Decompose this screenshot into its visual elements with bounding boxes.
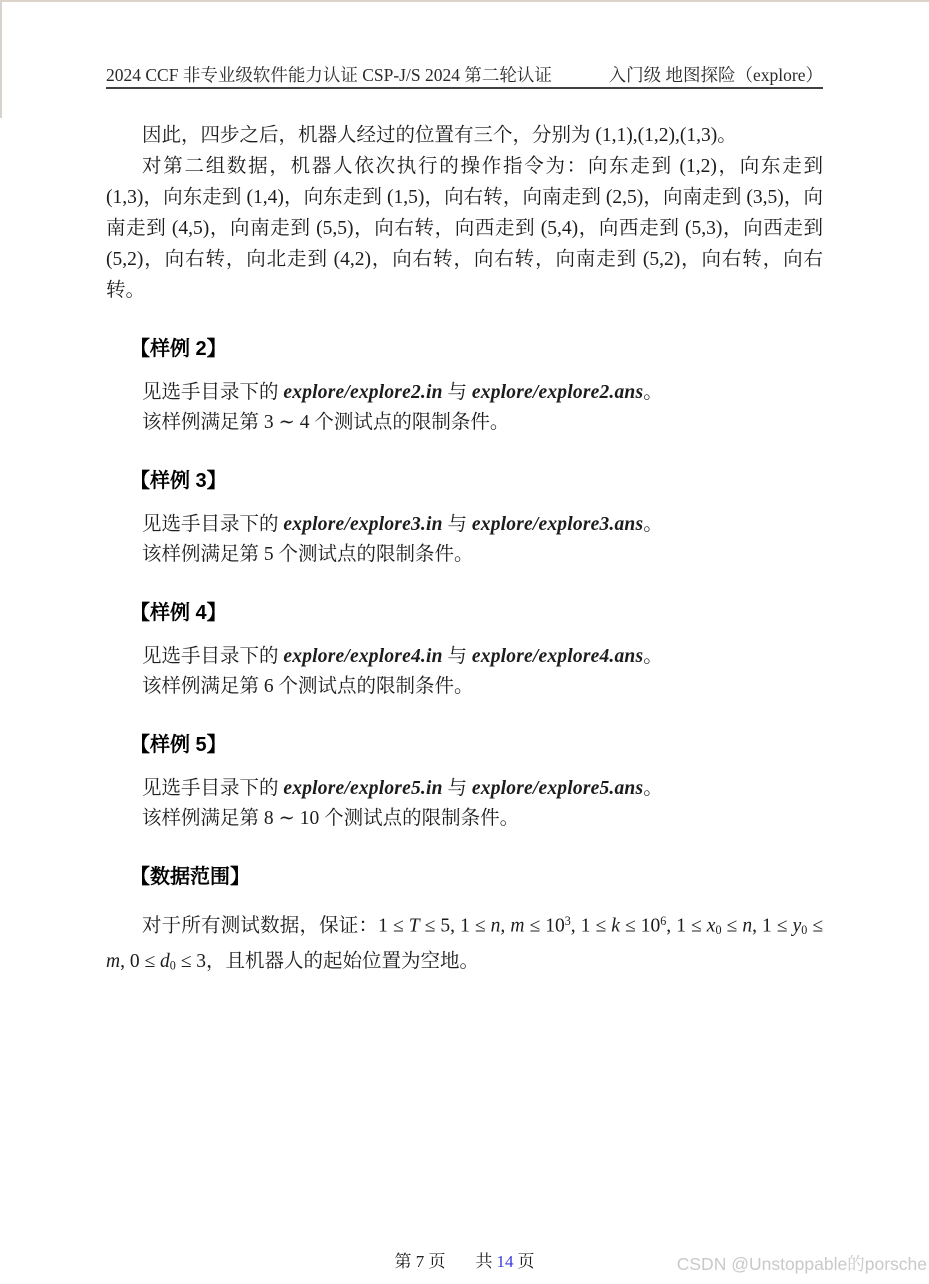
data-range-paragraph: [106, 906, 823, 981]
math-text: ≤: [721, 915, 743, 937]
section-sample-4: [106, 600, 823, 702]
math-text: , 0 ≤: [120, 951, 161, 973]
paragraph-positions-summary: 因此，四步之后，机器人经过的位置有三个，分别为 (1,1),(1,2),(1,3)。: [142, 125, 737, 146]
sample-2-conjunction: 与: [442, 382, 472, 403]
sample-4-heading: 【样例 4】: [130, 602, 227, 624]
sample-2-input-filename: explore/explore2.in: [283, 382, 443, 403]
sample-5-line-suffix: 。: [643, 778, 663, 799]
sample-2-line-suffix: 。: [643, 382, 663, 403]
sample-4-conjunction: 与: [442, 646, 472, 667]
sample-3-files-line: [106, 510, 823, 540]
math-exponent: 3: [564, 914, 571, 928]
sample-5-files-line: [106, 774, 823, 804]
sample-4-answer-filename: explore/explore4.ans: [471, 646, 644, 667]
math-var-n: n: [742, 915, 753, 937]
sample-3-input-filename: explore/explore3.in: [283, 514, 443, 535]
sample-5-answer-filename: explore/explore5.ans: [471, 778, 644, 799]
sample-5-line-prefix: 见选手目录下的: [142, 778, 284, 799]
math-subscript: 0: [801, 923, 808, 938]
header-rule: [106, 87, 823, 89]
math-text: ≤: [807, 915, 824, 937]
page-edge-left: [0, 0, 2, 118]
data-range-prefix: 对于所有测试数据，保证：: [142, 915, 379, 937]
sample-4-files-line: [106, 642, 823, 672]
math-var-d: d: [160, 951, 170, 973]
sample-3-conjunction: 与: [442, 514, 472, 535]
sample-4-note: 该样例满足第 6 个测试点的限制条件。: [142, 676, 474, 697]
section-sample-5: [106, 732, 823, 834]
sample-3-line-prefix: 见选手目录下的: [142, 514, 284, 535]
math-exponent: 6: [660, 914, 667, 928]
math-text: , 1 ≤: [666, 915, 707, 937]
math-var-x: x: [706, 915, 716, 937]
section-sample-3: [106, 468, 823, 570]
sample-5-note: 该样例满足第 8 ∼ 10 个测试点的限制条件。: [142, 808, 520, 829]
math-text: ≤ 10: [524, 915, 565, 937]
math-subscript: 0: [715, 923, 722, 938]
total-pages-suffix: 页: [517, 1252, 535, 1271]
sample-2-heading: 【样例 2】: [130, 338, 227, 360]
page-edge-top: [0, 0, 929, 2]
math-var-m: m: [106, 951, 121, 973]
header-left-title: 2024 CCF 非专业级软件能力认证 CSP-J/S 2024 第二轮认证: [106, 65, 552, 85]
math-text: ≤ 5, 1 ≤: [419, 915, 491, 937]
math-var-nm: n, m: [490, 915, 525, 937]
section-sample-2: [106, 336, 823, 438]
sample-2-note: 该样例满足第 3 ∼ 4 个测试点的限制条件。: [142, 412, 510, 433]
current-page-label: 第 7 页: [394, 1252, 446, 1271]
math-text: , 1 ≤: [570, 915, 612, 937]
math-var-y: y: [792, 915, 802, 937]
csdn-watermark: CSDN @Unstoppable的porsche: [676, 1254, 927, 1274]
math-text: ≤ 3: [175, 951, 207, 973]
sample-3-heading: 【样例 3】: [130, 470, 227, 492]
total-pages-link[interactable]: 14: [496, 1252, 514, 1271]
math-text: 1 ≤: [378, 915, 409, 937]
math-text: , 1 ≤: [752, 915, 793, 937]
sample-2-answer-filename: explore/explore2.ans: [471, 382, 644, 403]
header-right-title: 入门级 地图探险（explore）: [608, 65, 823, 85]
sample-4-line-prefix: 见选手目录下的: [142, 646, 284, 667]
sample-4-line-suffix: 。: [643, 646, 663, 667]
math-subscript: 0: [169, 958, 176, 973]
sample-3-note: 该样例满足第 5 个测试点的限制条件。: [142, 544, 474, 565]
sample-5-heading: 【样例 5】: [130, 734, 227, 756]
sample-5-conjunction: 与: [442, 778, 472, 799]
sample-2-line-prefix: 见选手目录下的: [142, 382, 284, 403]
sample-5-input-filename: explore/explore5.in: [283, 778, 443, 799]
data-range-heading: 【数据范围】: [130, 866, 250, 888]
sample-4-input-filename: explore/explore4.in: [283, 646, 443, 667]
paragraph-second-group-operations: 对第二组数据，机器人依次执行的操作指令为：向东走到 (1,2)，向东走到 (1,3)，向东走到 (1,4)，向东走到 (1,5)，向右转，向南走到 (2,5)，向南走到 (3,5)，向南走到 (4,5)，向南走到 (5,5)，向右转，向西走到 (5,4)，向西走到 (5,3)，向西走到 (5,2)，向右转，向北走到 (4,2)，向右转，向右转，向南走到 (5,2)，向右转，向右转。: [106, 156, 823, 301]
sample-3-line-suffix: 。: [643, 514, 663, 535]
sample-3-answer-filename: explore/explore3.ans: [471, 514, 644, 535]
data-range-suffix: ，且机器人的起始位置为空地。: [206, 951, 480, 973]
total-pages-prefix: 共: [475, 1252, 493, 1271]
total-pages-label: [476, 1252, 535, 1271]
math-var-T: T: [408, 915, 420, 937]
section-data-range: [106, 864, 823, 981]
page-header: [106, 62, 823, 87]
document-body: [106, 112, 823, 981]
sample-2-files-line: [106, 378, 823, 408]
math-var-k: k: [611, 915, 620, 937]
math-text: ≤ 10: [619, 915, 661, 937]
